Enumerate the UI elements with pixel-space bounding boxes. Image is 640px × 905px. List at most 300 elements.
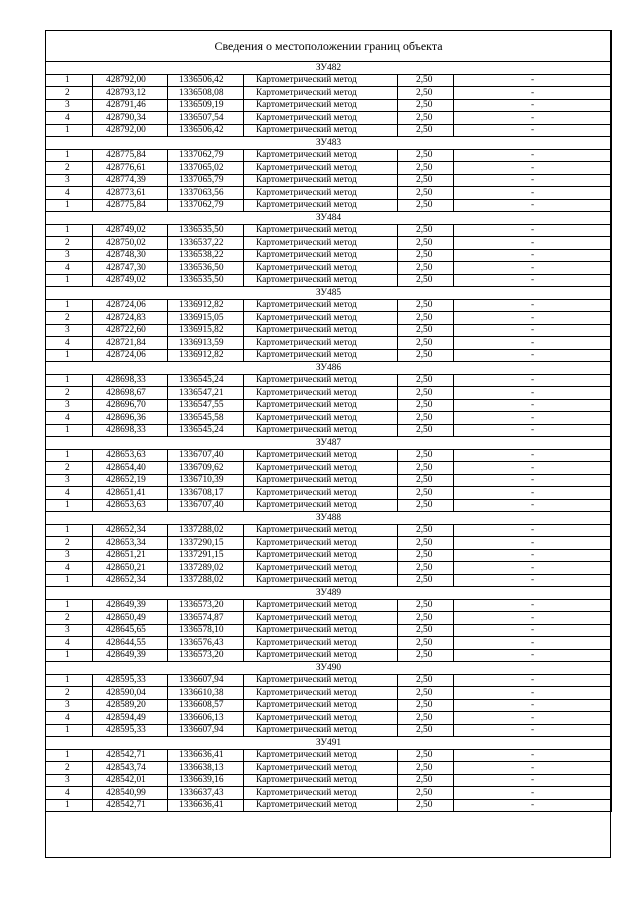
accuracy-cell: 2,50 [398, 187, 454, 200]
table-row [46, 749, 612, 762]
coordinate-y: 1336508,08 [168, 87, 244, 100]
method-cell: Картометрический метод [244, 87, 398, 100]
point-number: 3 [46, 549, 93, 562]
coordinate-x: 428748,30 [93, 249, 168, 262]
coordinate-y: 1336710,39 [168, 474, 244, 487]
description-cell: - [454, 337, 612, 350]
coordinate-y: 1336573,20 [168, 649, 244, 662]
accuracy-cell: 2,50 [398, 487, 454, 500]
method-cell: Картометрический метод [244, 274, 398, 287]
method-cell: Картометрический метод [244, 162, 398, 175]
coordinate-y: 1337065,02 [168, 162, 244, 175]
group-header-row [46, 62, 612, 75]
method-cell: Картометрический метод [244, 624, 398, 637]
description-cell: - [454, 499, 612, 512]
group-header-row [46, 512, 612, 525]
table-row [46, 174, 612, 187]
coordinate-x: 428595,33 [93, 674, 168, 687]
table-row [46, 262, 612, 275]
accuracy-cell: 2,50 [398, 724, 454, 737]
point-number: 1 [46, 724, 93, 737]
coordinate-y: 1336708,17 [168, 487, 244, 500]
description-cell: - [454, 162, 612, 175]
coordinate-x: 428749,02 [93, 274, 168, 287]
parcel-label: ЗУ487 [46, 437, 612, 450]
accuracy-cell: 2,50 [398, 387, 454, 400]
method-cell: Картометрический метод [244, 374, 398, 387]
table-row [46, 249, 612, 262]
description-cell: - [454, 187, 612, 200]
point-number: 1 [46, 574, 93, 587]
point-number: 4 [46, 187, 93, 200]
accuracy-cell: 2,50 [398, 412, 454, 425]
coordinate-x: 428790,34 [93, 112, 168, 125]
point-number: 2 [46, 387, 93, 400]
description-cell: - [454, 537, 612, 550]
point-number: 4 [46, 412, 93, 425]
accuracy-cell: 2,50 [398, 774, 454, 787]
coordinate-y: 1336506,42 [168, 74, 244, 87]
accuracy-cell: 2,50 [398, 299, 454, 312]
table-row [46, 562, 612, 575]
method-cell: Картометрический метод [244, 424, 398, 437]
table-row [46, 774, 612, 787]
description-cell: - [454, 237, 612, 250]
method-cell: Картометрический метод [244, 224, 398, 237]
coordinate-y: 1336636,41 [168, 799, 244, 812]
coordinate-y: 1336915,05 [168, 312, 244, 325]
accuracy-cell: 2,50 [398, 87, 454, 100]
coordinate-y: 1336638,13 [168, 762, 244, 775]
point-number: 1 [46, 524, 93, 537]
point-number: 2 [46, 87, 93, 100]
coordinate-y: 1336547,21 [168, 387, 244, 400]
table-row [46, 199, 612, 212]
method-cell: Картометрический метод [244, 149, 398, 162]
accuracy-cell: 2,50 [398, 449, 454, 462]
table-row [46, 624, 612, 637]
table-row [46, 637, 612, 650]
table-row [46, 399, 612, 412]
boundary-coordinates-table [45, 30, 612, 812]
parcel-label: ЗУ488 [46, 512, 612, 525]
method-cell: Картометрический метод [244, 712, 398, 725]
table-row [46, 237, 612, 250]
point-number: 1 [46, 274, 93, 287]
method-cell: Картометрический метод [244, 449, 398, 462]
parcel-label: ЗУ490 [46, 662, 612, 675]
accuracy-cell: 2,50 [398, 799, 454, 812]
method-cell: Картометрический метод [244, 574, 398, 587]
table-row [46, 724, 612, 737]
description-cell: - [454, 174, 612, 187]
coordinate-y: 1336606,13 [168, 712, 244, 725]
table-row [46, 474, 612, 487]
table-row [46, 537, 612, 550]
coordinate-y: 1336545,58 [168, 412, 244, 425]
accuracy-cell: 2,50 [398, 562, 454, 575]
accuracy-cell: 2,50 [398, 612, 454, 625]
coordinate-y: 1336507,54 [168, 112, 244, 125]
method-cell: Картометрический метод [244, 412, 398, 425]
method-cell: Картометрический метод [244, 299, 398, 312]
coordinate-y: 1337063,56 [168, 187, 244, 200]
group-header-row [46, 737, 612, 750]
method-cell: Картометрический метод [244, 462, 398, 475]
description-cell: - [454, 399, 612, 412]
coordinate-y: 1336545,24 [168, 374, 244, 387]
description-cell: - [454, 149, 612, 162]
coordinate-x: 428750,02 [93, 237, 168, 250]
coordinate-x: 428653,34 [93, 537, 168, 550]
point-number: 4 [46, 112, 93, 125]
method-cell: Картометрический метод [244, 649, 398, 662]
method-cell: Картометрический метод [244, 474, 398, 487]
method-cell: Картометрический метод [244, 349, 398, 362]
method-cell: Картометрический метод [244, 237, 398, 250]
point-number: 3 [46, 174, 93, 187]
description-cell: - [454, 749, 612, 762]
coordinate-y: 1336537,22 [168, 237, 244, 250]
table-row [46, 74, 612, 87]
accuracy-cell: 2,50 [398, 712, 454, 725]
point-number: 3 [46, 249, 93, 262]
coordinate-x: 428589,20 [93, 699, 168, 712]
method-cell: Картометрический метод [244, 199, 398, 212]
parcel-label: ЗУ491 [46, 737, 612, 750]
point-number: 1 [46, 749, 93, 762]
coordinate-y: 1337291,15 [168, 549, 244, 562]
method-cell: Картометрический метод [244, 687, 398, 700]
coordinate-x: 428793,12 [93, 87, 168, 100]
method-cell: Картометрический метод [244, 599, 398, 612]
coordinate-x: 428698,67 [93, 387, 168, 400]
point-number: 1 [46, 799, 93, 812]
coordinate-y: 1336707,40 [168, 499, 244, 512]
group-header-row [46, 587, 612, 600]
coordinate-x: 428696,36 [93, 412, 168, 425]
point-number: 3 [46, 699, 93, 712]
table-row [46, 324, 612, 337]
coordinate-x: 428653,63 [93, 449, 168, 462]
coordinate-y: 1336912,82 [168, 349, 244, 362]
accuracy-cell: 2,50 [398, 262, 454, 275]
table-row [46, 412, 612, 425]
point-number: 3 [46, 474, 93, 487]
description-cell: - [454, 599, 612, 612]
method-cell: Картометрический метод [244, 74, 398, 87]
point-number: 2 [46, 462, 93, 475]
accuracy-cell: 2,50 [398, 524, 454, 537]
point-number: 1 [46, 74, 93, 87]
accuracy-cell: 2,50 [398, 462, 454, 475]
table-row [46, 424, 612, 437]
point-number: 2 [46, 687, 93, 700]
method-cell: Картометрический метод [244, 799, 398, 812]
point-number: 4 [46, 487, 93, 500]
accuracy-cell: 2,50 [398, 199, 454, 212]
point-number: 1 [46, 374, 93, 387]
table-row [46, 787, 612, 800]
accuracy-cell: 2,50 [398, 762, 454, 775]
table-row [46, 349, 612, 362]
coordinate-y: 1336610,38 [168, 687, 244, 700]
accuracy-cell: 2,50 [398, 274, 454, 287]
table-row [46, 124, 612, 137]
table-row [46, 649, 612, 662]
coordinate-x: 428650,21 [93, 562, 168, 575]
accuracy-cell: 2,50 [398, 537, 454, 550]
table-row [46, 449, 612, 462]
point-number: 4 [46, 712, 93, 725]
description-cell: - [454, 112, 612, 125]
accuracy-cell: 2,50 [398, 749, 454, 762]
description-cell: - [454, 524, 612, 537]
table-row [46, 112, 612, 125]
point-number: 1 [46, 649, 93, 662]
table-row [46, 487, 612, 500]
method-cell: Картометрический метод [244, 187, 398, 200]
point-number: 1 [46, 674, 93, 687]
coordinate-y: 1337289,02 [168, 562, 244, 575]
accuracy-cell: 2,50 [398, 174, 454, 187]
parcel-label: ЗУ483 [46, 137, 612, 150]
accuracy-cell: 2,50 [398, 499, 454, 512]
method-cell: Картометрический метод [244, 749, 398, 762]
method-cell: Картометрический метод [244, 112, 398, 125]
table-row [46, 574, 612, 587]
coordinate-x: 428654,40 [93, 462, 168, 475]
description-cell: - [454, 412, 612, 425]
description-cell: - [454, 774, 612, 787]
coordinate-x: 428649,39 [93, 649, 168, 662]
point-number: 1 [46, 299, 93, 312]
group-header-row [46, 662, 612, 675]
group-header-row [46, 287, 612, 300]
coordinate-y: 1336607,94 [168, 674, 244, 687]
description-cell: - [454, 649, 612, 662]
description-cell: - [454, 224, 612, 237]
method-cell: Картометрический метод [244, 262, 398, 275]
point-number: 2 [46, 162, 93, 175]
method-cell: Картометрический метод [244, 637, 398, 650]
coordinate-x: 428698,33 [93, 424, 168, 437]
accuracy-cell: 2,50 [398, 637, 454, 650]
description-cell: - [454, 99, 612, 112]
table-row [46, 762, 612, 775]
coordinate-y: 1336547,55 [168, 399, 244, 412]
coordinate-x: 428590,04 [93, 687, 168, 700]
description-cell: - [454, 312, 612, 325]
table-row [46, 499, 612, 512]
description-cell: - [454, 562, 612, 575]
description-cell: - [454, 699, 612, 712]
point-number: 2 [46, 537, 93, 550]
description-cell: - [454, 324, 612, 337]
coordinate-x: 428721,84 [93, 337, 168, 350]
coordinate-x: 428542,71 [93, 749, 168, 762]
accuracy-cell: 2,50 [398, 74, 454, 87]
point-number: 2 [46, 312, 93, 325]
title-row [46, 31, 612, 62]
accuracy-cell: 2,50 [398, 312, 454, 325]
description-cell: - [454, 374, 612, 387]
table-row [46, 149, 612, 162]
coordinate-y: 1336538,22 [168, 249, 244, 262]
method-cell: Картометрический метод [244, 612, 398, 625]
method-cell: Картометрический метод [244, 562, 398, 575]
description-cell: - [454, 449, 612, 462]
coordinate-y: 1337062,79 [168, 149, 244, 162]
description-cell: - [454, 462, 612, 475]
coordinate-x: 428543,74 [93, 762, 168, 775]
table-row [46, 387, 612, 400]
method-cell: Картометрический метод [244, 387, 398, 400]
description-cell: - [454, 124, 612, 137]
table-row [46, 87, 612, 100]
coordinate-x: 428747,30 [93, 262, 168, 275]
coordinate-x: 428594,49 [93, 712, 168, 725]
point-number: 1 [46, 449, 93, 462]
group-header-row [46, 362, 612, 375]
coordinate-x: 428792,00 [93, 74, 168, 87]
table-row [46, 312, 612, 325]
description-cell: - [454, 74, 612, 87]
table-row [46, 299, 612, 312]
coordinate-y: 1336637,43 [168, 787, 244, 800]
description-cell: - [454, 274, 612, 287]
coordinate-x: 428791,46 [93, 99, 168, 112]
coordinate-x: 428653,63 [93, 499, 168, 512]
description-cell: - [454, 724, 612, 737]
point-number: 3 [46, 324, 93, 337]
coordinate-x: 428775,84 [93, 199, 168, 212]
point-number: 1 [46, 124, 93, 137]
description-cell: - [454, 487, 612, 500]
coordinate-x: 428698,33 [93, 374, 168, 387]
point-number: 1 [46, 224, 93, 237]
coordinate-x: 428652,19 [93, 474, 168, 487]
point-number: 3 [46, 399, 93, 412]
coordinate-x: 428649,39 [93, 599, 168, 612]
coordinate-y: 1337288,02 [168, 574, 244, 587]
accuracy-cell: 2,50 [398, 574, 454, 587]
table-row [46, 712, 612, 725]
point-number: 4 [46, 637, 93, 650]
point-number: 2 [46, 612, 93, 625]
coordinate-y: 1336509,19 [168, 99, 244, 112]
method-cell: Картометрический метод [244, 324, 398, 337]
coordinate-y: 1336709,62 [168, 462, 244, 475]
table-row [46, 99, 612, 112]
coordinate-y: 1336535,50 [168, 224, 244, 237]
coordinate-y: 1336545,24 [168, 424, 244, 437]
coordinate-y: 1336608,57 [168, 699, 244, 712]
method-cell: Картометрический метод [244, 524, 398, 537]
table-row [46, 162, 612, 175]
coordinate-y: 1337062,79 [168, 199, 244, 212]
accuracy-cell: 2,50 [398, 237, 454, 250]
method-cell: Картометрический метод [244, 337, 398, 350]
point-number: 3 [46, 774, 93, 787]
group-header-row [46, 437, 612, 450]
table-row [46, 374, 612, 387]
description-cell: - [454, 349, 612, 362]
method-cell: Картометрический метод [244, 699, 398, 712]
accuracy-cell: 2,50 [398, 424, 454, 437]
coordinate-y: 1336535,50 [168, 274, 244, 287]
description-cell: - [454, 474, 612, 487]
table-row [46, 699, 612, 712]
parcel-label: ЗУ486 [46, 362, 612, 375]
table-row [46, 187, 612, 200]
coordinate-x: 428696,70 [93, 399, 168, 412]
table-row [46, 799, 612, 812]
description-cell: - [454, 249, 612, 262]
method-cell: Картометрический метод [244, 787, 398, 800]
coordinate-x: 428652,34 [93, 524, 168, 537]
accuracy-cell: 2,50 [398, 399, 454, 412]
coordinate-y: 1336506,42 [168, 124, 244, 137]
description-cell: - [454, 762, 612, 775]
point-number: 4 [46, 562, 93, 575]
point-number: 1 [46, 424, 93, 437]
accuracy-cell: 2,50 [398, 324, 454, 337]
coordinate-y: 1336607,94 [168, 724, 244, 737]
description-cell: - [454, 612, 612, 625]
method-cell: Картометрический метод [244, 249, 398, 262]
coordinate-x: 428651,41 [93, 487, 168, 500]
description-cell: - [454, 624, 612, 637]
accuracy-cell: 2,50 [398, 249, 454, 262]
point-number: 3 [46, 99, 93, 112]
coordinate-x: 428651,21 [93, 549, 168, 562]
point-number: 4 [46, 337, 93, 350]
coordinate-x: 428645,65 [93, 624, 168, 637]
coordinate-y: 1336913,59 [168, 337, 244, 350]
coordinate-x: 428774,39 [93, 174, 168, 187]
coordinate-x: 428775,84 [93, 149, 168, 162]
parcel-label: ЗУ489 [46, 587, 612, 600]
description-cell: - [454, 299, 612, 312]
accuracy-cell: 2,50 [398, 374, 454, 387]
coordinate-y: 1336578,10 [168, 624, 244, 637]
group-header-row [46, 137, 612, 150]
point-number: 1 [46, 599, 93, 612]
method-cell: Картометрический метод [244, 774, 398, 787]
description-cell: - [454, 787, 612, 800]
parcel-label: ЗУ485 [46, 287, 612, 300]
point-number: 2 [46, 237, 93, 250]
accuracy-cell: 2,50 [398, 99, 454, 112]
description-cell: - [454, 574, 612, 587]
accuracy-cell: 2,50 [398, 474, 454, 487]
coordinate-x: 428542,71 [93, 799, 168, 812]
description-cell: - [454, 712, 612, 725]
accuracy-cell: 2,50 [398, 599, 454, 612]
accuracy-cell: 2,50 [398, 349, 454, 362]
coordinate-x: 428773,61 [93, 187, 168, 200]
coordinate-x: 428540,99 [93, 787, 168, 800]
point-number: 3 [46, 624, 93, 637]
coordinate-y: 1336707,40 [168, 449, 244, 462]
method-cell: Картометрический метод [244, 724, 398, 737]
coordinate-x: 428542,01 [93, 774, 168, 787]
table-row [46, 337, 612, 350]
method-cell: Картометрический метод [244, 537, 398, 550]
description-cell: - [454, 199, 612, 212]
accuracy-cell: 2,50 [398, 162, 454, 175]
